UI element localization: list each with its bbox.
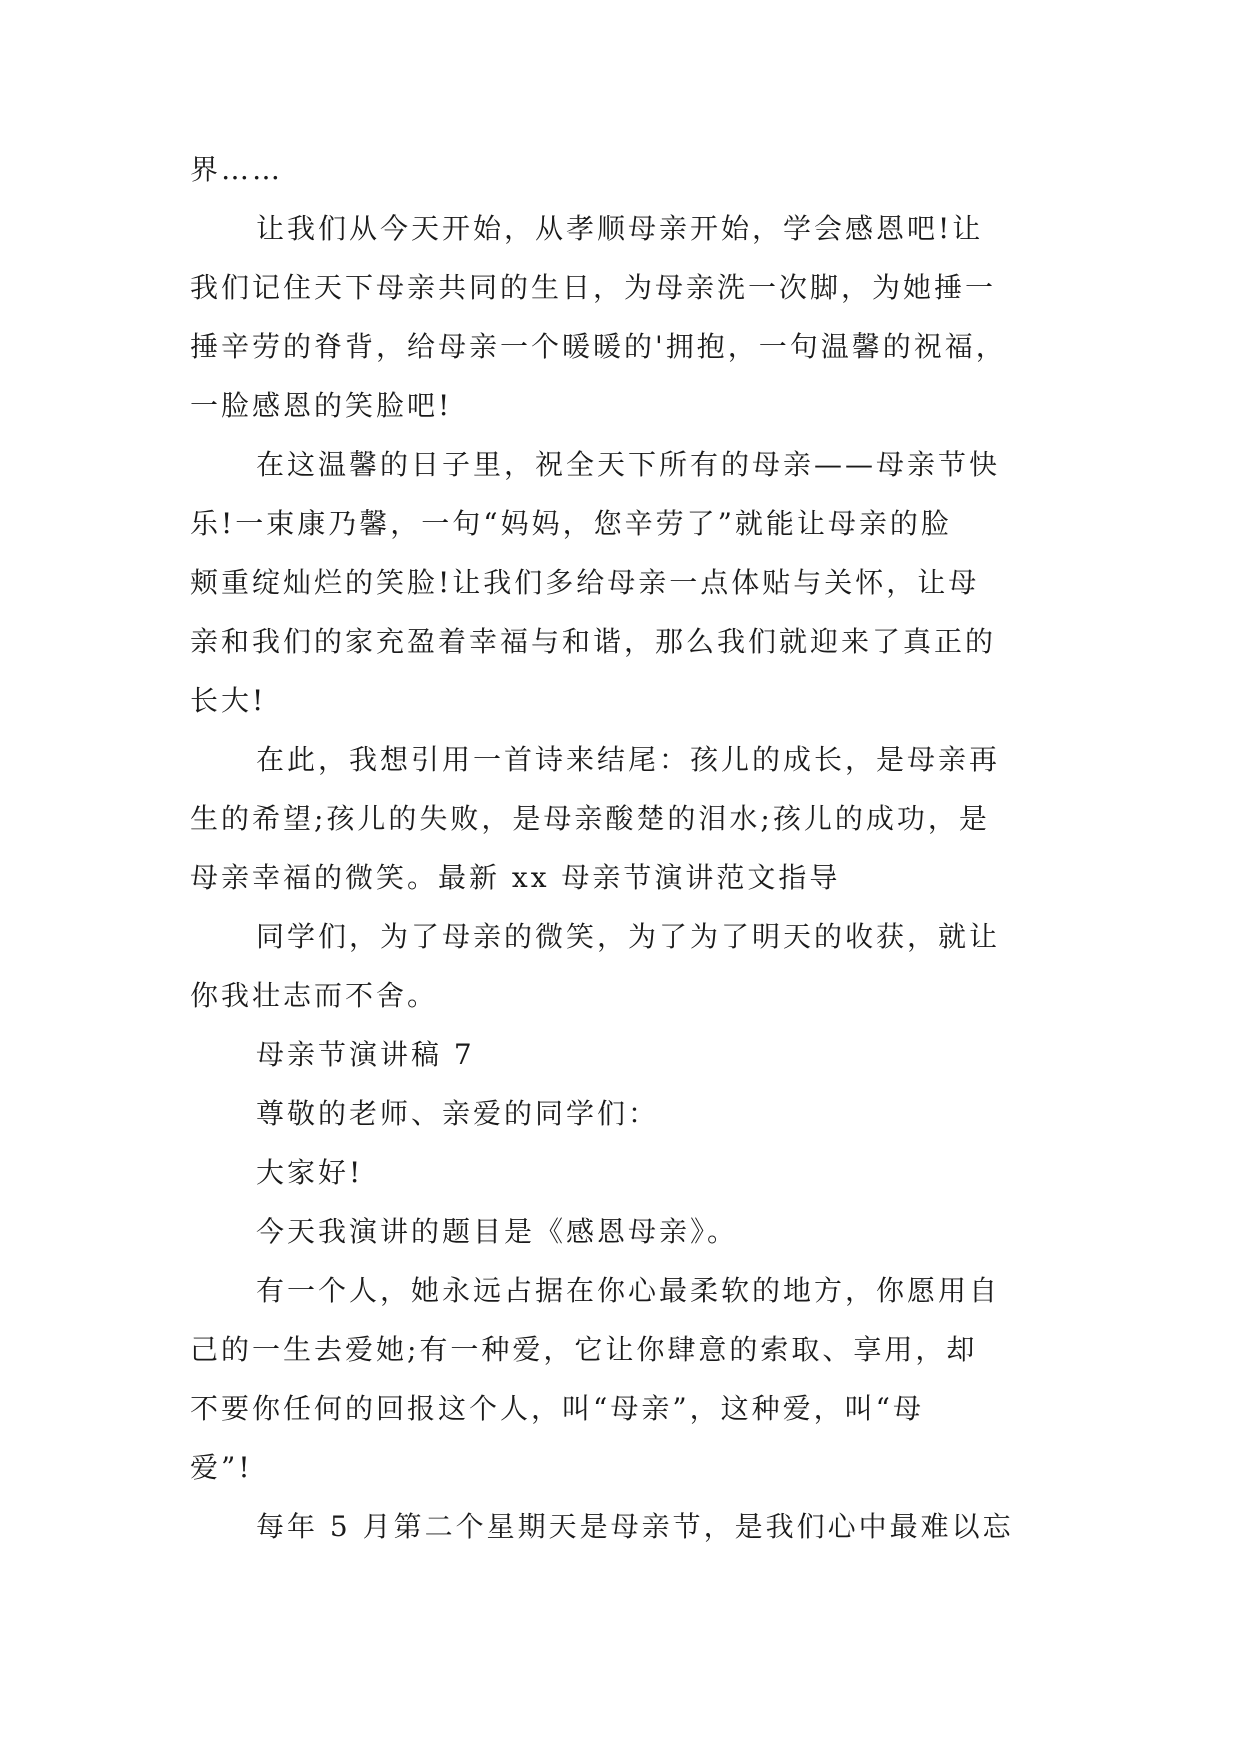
paragraph-start-line: 同学们，为了母亲的微笑，为了为了明天的收获，就让 xyxy=(256,920,1001,953)
text-line: 界…… xyxy=(190,153,284,186)
text-line: 一脸感恩的笑脸吧! xyxy=(190,389,453,422)
text-line: 母亲幸福的微笑。最新 xx 母亲节演讲范文指导 xyxy=(190,861,841,894)
text-line: 生的希望;孩儿的失败，是母亲酸楚的泪水;孩儿的成功，是 xyxy=(190,802,990,835)
text-line: 捶辛劳的脊背，给母亲一个暖暖的'拥抱，一句温馨的祝福， xyxy=(190,330,1007,363)
paragraph-start-line: 在这温馨的日子里，祝全天下所有的母亲——母亲节快 xyxy=(256,448,1001,481)
text-line: 颊重绽灿烂的笑脸!让我们多给母亲一点体贴与关怀，让母 xyxy=(190,566,980,599)
text-line: 长大! xyxy=(190,684,267,717)
paragraph-start-line: 今天我演讲的题目是《感恩母亲》。 xyxy=(256,1215,739,1248)
paragraph-start-line: 在此，我想引用一首诗来结尾：孩儿的成长，是母亲再 xyxy=(256,743,1001,776)
paragraph-start-line: 每年 5 月第二个星期天是母亲节，是我们心中最难以忘 xyxy=(256,1510,1014,1543)
text-line: 不要你任何的回报这个人，叫“母亲”，这种爱，叫“母 xyxy=(190,1392,924,1425)
paragraph-start-line: 让我们从今天开始，从孝顺母亲开始，学会感恩吧!让 xyxy=(256,212,984,245)
paragraph-start-line: 有一个人，她永远占据在你心最柔软的地方，你愿用自 xyxy=(256,1274,1001,1307)
text-line: 爱”! xyxy=(190,1451,253,1484)
text-line: 你我壮志而不舍。 xyxy=(190,979,439,1012)
section-title: 母亲节演讲稿 7 xyxy=(256,1038,475,1071)
text-line: 乐!一束康乃馨，一句“妈妈，您辛劳了”就能让母亲的脸 xyxy=(190,507,952,540)
salutation-line: 尊敬的老师、亲爱的同学们： xyxy=(256,1097,660,1130)
text-line: 亲和我们的家充盈着幸福与和谐，那么我们就迎来了真正的 xyxy=(190,625,997,658)
text-line: 我们记住天下母亲共同的生日，为母亲洗一次脚，为她捶一 xyxy=(190,271,997,304)
text-line: 己的一生去爱她;有一种爱，它让你肆意的索取、享用，却 xyxy=(190,1333,978,1366)
greeting-line: 大家好! xyxy=(256,1156,364,1189)
